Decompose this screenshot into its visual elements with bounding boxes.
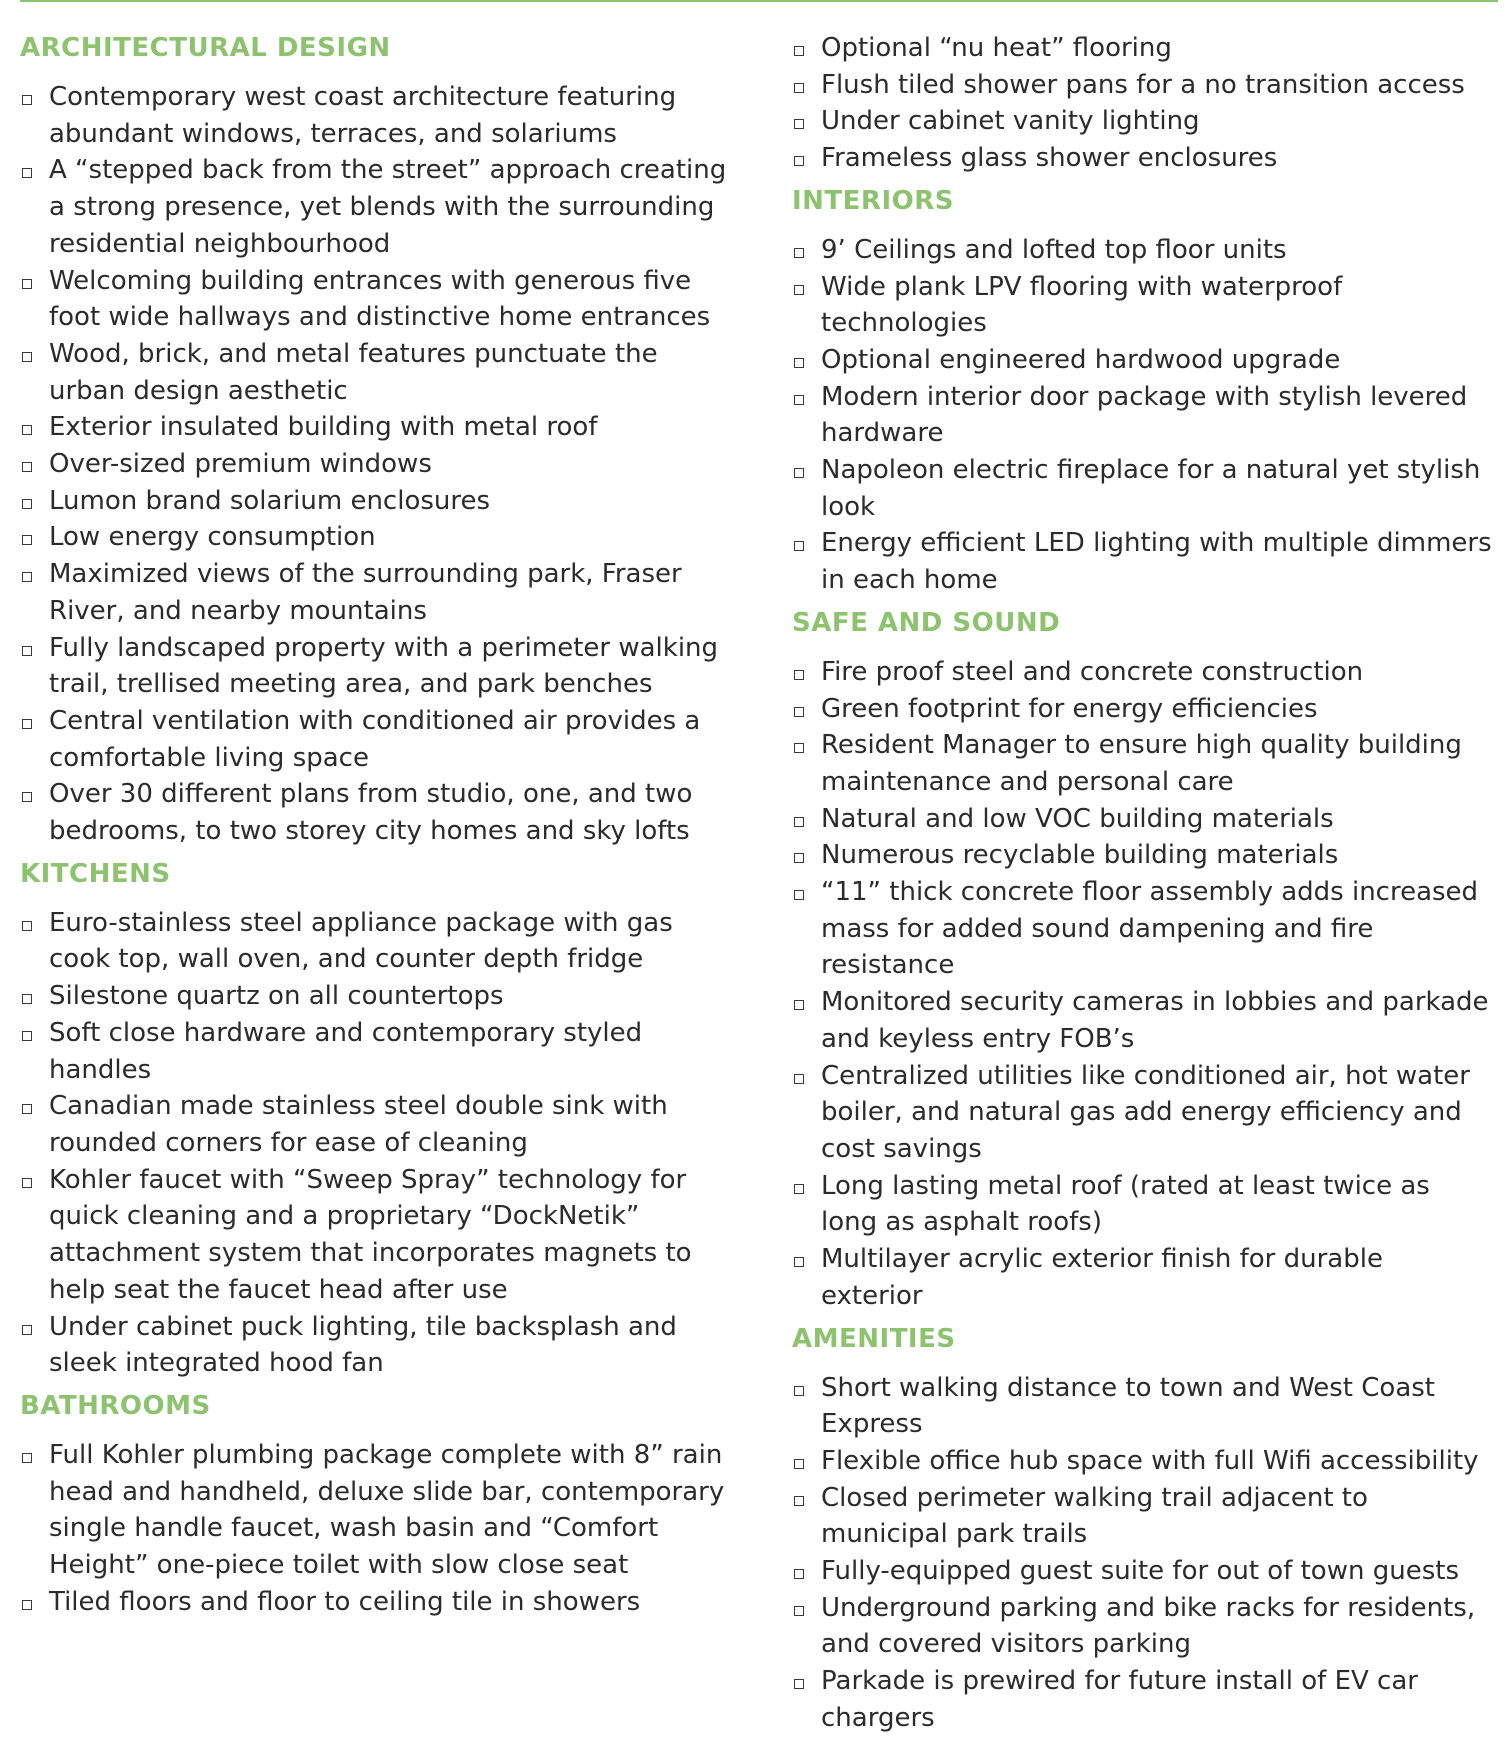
section-heading: KITCHENS — [20, 858, 171, 889]
checkbox-bullet-icon — [22, 719, 32, 729]
checkbox-bullet-icon — [794, 1386, 804, 1396]
list-item-text: Over 30 different plans from studio, one, and two bedrooms, to two storey city homes and sky lofts — [49, 779, 693, 847]
list-item — [792, 727, 1492, 800]
left-column — [20, 30, 740, 1620]
checkbox-bullet-icon — [794, 890, 804, 900]
list-item-text: Frameless glass shower enclosures — [821, 143, 1278, 174]
checkbox-bullet-icon — [22, 95, 32, 105]
list-item-text: Tiled floors and floor to ceiling tile in showers — [49, 1586, 641, 1617]
list-item — [20, 630, 740, 703]
list-item — [792, 874, 1492, 984]
section-bathrooms — [20, 1388, 740, 1621]
section-kitchens — [20, 856, 740, 1382]
list-item-text: Silestone quartz on all countertops — [49, 981, 504, 1012]
list-item — [20, 556, 740, 629]
list-item — [792, 1443, 1492, 1480]
list-item-text: Flexible office hub space with full Wifi accessibility — [821, 1445, 1479, 1476]
list-item — [20, 703, 740, 776]
checkbox-bullet-icon — [794, 853, 804, 863]
checkbox-bullet-icon — [22, 535, 32, 545]
feature-list — [792, 30, 1492, 177]
list-item-text: Optional “nu heat” flooring — [821, 33, 1172, 63]
checkbox-bullet-icon — [794, 46, 804, 56]
list-item-text: Green footprint for energy efficiencies — [821, 693, 1318, 724]
checkbox-bullet-icon — [794, 1000, 804, 1010]
section-heading: INTERIORS — [792, 185, 954, 216]
checkbox-bullet-icon — [22, 1178, 32, 1188]
list-item — [20, 483, 740, 520]
list-item — [792, 1168, 1492, 1241]
checkbox-bullet-icon — [794, 541, 804, 551]
list-item — [792, 1663, 1492, 1736]
list-item-text: Under cabinet vanity lighting — [821, 106, 1200, 137]
top-divider — [20, 0, 1498, 2]
list-item-text: Long lasting metal roof (rated at least twice as long as asphalt roofs) — [821, 1170, 1430, 1238]
list-item-text: Over-sized premium windows — [49, 449, 432, 480]
list-item-text: Centralized utilities like conditioned air, hot water boiler, and natural gas add energy efficiency and cost savings — [821, 1060, 1470, 1164]
section-interiors — [792, 183, 1492, 599]
checkbox-bullet-icon — [22, 1104, 32, 1114]
list-item — [792, 1058, 1492, 1168]
checkbox-bullet-icon — [794, 1496, 804, 1506]
list-item — [20, 905, 740, 978]
list-item — [20, 1162, 740, 1309]
list-item-text: Soft close hardware and contemporary styled handles — [49, 1017, 643, 1085]
checkbox-bullet-icon — [794, 285, 804, 295]
checkbox-bullet-icon — [794, 395, 804, 405]
checkbox-bullet-icon — [22, 1453, 32, 1463]
list-item-text: Underground parking and bike racks for residents, and covered visitors parking — [821, 1592, 1476, 1660]
list-item — [792, 1553, 1492, 1590]
list-item — [792, 837, 1492, 874]
checkbox-bullet-icon — [22, 1325, 32, 1335]
list-item — [20, 1015, 740, 1088]
feature-list — [20, 905, 740, 1382]
list-item — [792, 654, 1492, 691]
checkbox-bullet-icon — [22, 168, 32, 178]
list-item — [792, 30, 1492, 67]
list-item-text: Monitored security cameras in lobbies and parkade and keyless entry FOB’s — [821, 987, 1489, 1054]
list-item — [792, 269, 1492, 342]
feature-list — [20, 79, 740, 850]
checkbox-bullet-icon — [794, 1569, 804, 1579]
checkbox-bullet-icon — [22, 1031, 32, 1041]
checkbox-bullet-icon — [22, 792, 32, 802]
list-item — [792, 1590, 1492, 1663]
list-item-text: A “stepped back from the street” approach creating a strong presence, yet blends with the surrounding residential neighbourhood — [49, 155, 727, 259]
list-item — [792, 67, 1492, 104]
checkbox-bullet-icon — [794, 1459, 804, 1469]
checkbox-bullet-icon — [22, 572, 32, 582]
list-item — [20, 409, 740, 446]
list-item-text: Closed perimeter walking trail adjacent to municipal park trails — [821, 1482, 1368, 1550]
checkbox-bullet-icon — [22, 994, 32, 1004]
list-item — [792, 342, 1492, 379]
section-architectural-design — [20, 30, 740, 850]
checkbox-bullet-icon — [22, 279, 32, 289]
checkbox-bullet-icon — [794, 248, 804, 258]
list-item — [20, 1437, 740, 1584]
list-item-text: Maximized views of the surrounding park, Fraser River, and nearby mountains — [49, 559, 682, 626]
list-item — [792, 984, 1492, 1057]
list-item — [792, 379, 1492, 452]
checkbox-bullet-icon — [794, 817, 804, 827]
list-item — [792, 140, 1492, 177]
list-item-text: Under cabinet puck lighting, tile backsplash and sleek integrated hood fan — [49, 1311, 677, 1379]
list-item-text: Central ventilation with conditioned air provides a comfortable living space — [49, 705, 701, 773]
list-item-text: Optional engineered hardwood upgrade — [821, 344, 1341, 375]
section-amenities — [792, 1321, 1492, 1737]
list-item — [792, 452, 1492, 525]
list-item — [20, 1584, 740, 1621]
checkbox-bullet-icon — [794, 743, 804, 753]
list-item-text: “11” thick concrete floor assembly adds increased mass for added sound dampening and fire resistance — [821, 877, 1479, 981]
list-item-text: Parkade is prewired for future install of EV car chargers — [821, 1666, 1418, 1733]
list-item — [792, 232, 1492, 269]
feature-list — [792, 654, 1492, 1315]
checkbox-bullet-icon — [22, 921, 32, 931]
list-item-text: Full Kohler plumbing package complete with 8” rain head and handheld, deluxe slide bar, contemporary single handle faucet, wash basin and “Comfort Height” one-piece toilet with slow close seat — [49, 1439, 725, 1581]
list-item-text: Canadian made stainless steel double sink with rounded corners for ease of cleaning — [49, 1091, 668, 1158]
list-item-text: Numerous recyclable building materials — [821, 840, 1339, 871]
checkbox-bullet-icon — [794, 83, 804, 93]
list-item — [792, 1370, 1492, 1443]
feature-list — [792, 1370, 1492, 1737]
checkbox-bullet-icon — [794, 1679, 804, 1689]
list-item-text: Low energy consumption — [49, 522, 376, 553]
checkbox-bullet-icon — [794, 1074, 804, 1084]
list-item-text: Fire proof steel and concrete construction — [821, 656, 1364, 687]
checkbox-bullet-icon — [794, 119, 804, 129]
list-item-text: 9’ Ceilings and lofted top floor units — [821, 234, 1287, 265]
checkbox-bullet-icon — [794, 468, 804, 478]
checkbox-bullet-icon — [22, 462, 32, 472]
list-item-text: Short walking distance to town and West Coast Express — [821, 1372, 1435, 1440]
checkbox-bullet-icon — [794, 156, 804, 166]
checkbox-bullet-icon — [22, 499, 32, 509]
list-item — [792, 103, 1492, 140]
list-item-text: Wood, brick, and metal features punctuate the urban design aesthetic — [49, 338, 658, 406]
section-heading: BATHROOMS — [20, 1390, 211, 1421]
list-item — [20, 776, 740, 849]
section-bathrooms-continued — [792, 30, 1492, 177]
section-safe-and-sound — [792, 605, 1492, 1315]
checkbox-bullet-icon — [794, 1606, 804, 1616]
feature-list — [20, 1437, 740, 1621]
list-item-text: Contemporary west coast architecture featuring abundant windows, terraces, and solariums — [49, 82, 677, 149]
list-item-text: Napoleon electric fireplace for a natural yet stylish look — [821, 455, 1481, 522]
list-item-text: Natural and low VOC building materials — [821, 803, 1334, 834]
list-item — [792, 691, 1492, 728]
list-item-text: Kohler faucet with “Sweep Spray” technology for quick cleaning and a proprietary “DockNetik” attachment system that incorporates magnets to help seat the faucet head after use — [49, 1164, 692, 1305]
feature-list — [792, 232, 1492, 599]
list-item-text: Lumon brand solarium enclosures — [49, 485, 491, 516]
list-item — [20, 446, 740, 483]
list-item-text: Multilayer acrylic exterior finish for durable exterior — [821, 1244, 1383, 1311]
checkbox-bullet-icon — [794, 707, 804, 717]
list-item-text: Resident Manager to ensure high quality building maintenance and personal care — [821, 730, 1462, 797]
checkbox-bullet-icon — [794, 670, 804, 680]
right-column — [792, 30, 1492, 1737]
list-item — [20, 263, 740, 336]
list-item-text: Wide plank LPV flooring with waterproof technologies — [821, 271, 1343, 339]
checkbox-bullet-icon — [794, 1257, 804, 1267]
list-item — [20, 336, 740, 409]
list-item-text: Fully landscaped property with a perimeter walking trail, trellised meeting area, and park benches — [49, 632, 719, 700]
checkbox-bullet-icon — [22, 352, 32, 362]
list-item-text: Euro-stainless steel appliance package with gas cook top, wall oven, and counter depth fridge — [49, 907, 673, 975]
section-heading: ARCHITECTURAL DESIGN — [20, 33, 391, 63]
section-heading: SAFE AND SOUND — [792, 607, 1061, 638]
section-heading: AMENITIES — [792, 1323, 956, 1354]
list-item — [20, 978, 740, 1015]
list-item-text: Flush tiled shower pans for a no transition access — [821, 69, 1465, 100]
list-item — [20, 79, 740, 152]
list-item — [20, 1088, 740, 1161]
checkbox-bullet-icon — [22, 425, 32, 435]
list-item-text: Modern interior door package with stylish levered hardware — [821, 381, 1468, 449]
list-item — [792, 525, 1492, 598]
list-item — [20, 152, 740, 262]
list-item — [20, 1309, 740, 1382]
list-item — [792, 1480, 1492, 1553]
checkbox-bullet-icon — [794, 1184, 804, 1194]
list-item-text: Exterior insulated building with metal roof — [49, 412, 598, 443]
list-item-text: Fully-equipped guest suite for out of town guests — [821, 1556, 1459, 1587]
list-item — [792, 1241, 1492, 1314]
list-item-text: Welcoming building entrances with generous five foot wide hallways and distinctive home entrances — [49, 265, 711, 333]
checkbox-bullet-icon — [22, 646, 32, 656]
list-item-text: Energy efficient LED lighting with multiple dimmers in each home — [821, 528, 1492, 596]
list-item — [20, 519, 740, 556]
list-item — [792, 801, 1492, 838]
checkbox-bullet-icon — [794, 358, 804, 368]
checkbox-bullet-icon — [22, 1600, 32, 1610]
